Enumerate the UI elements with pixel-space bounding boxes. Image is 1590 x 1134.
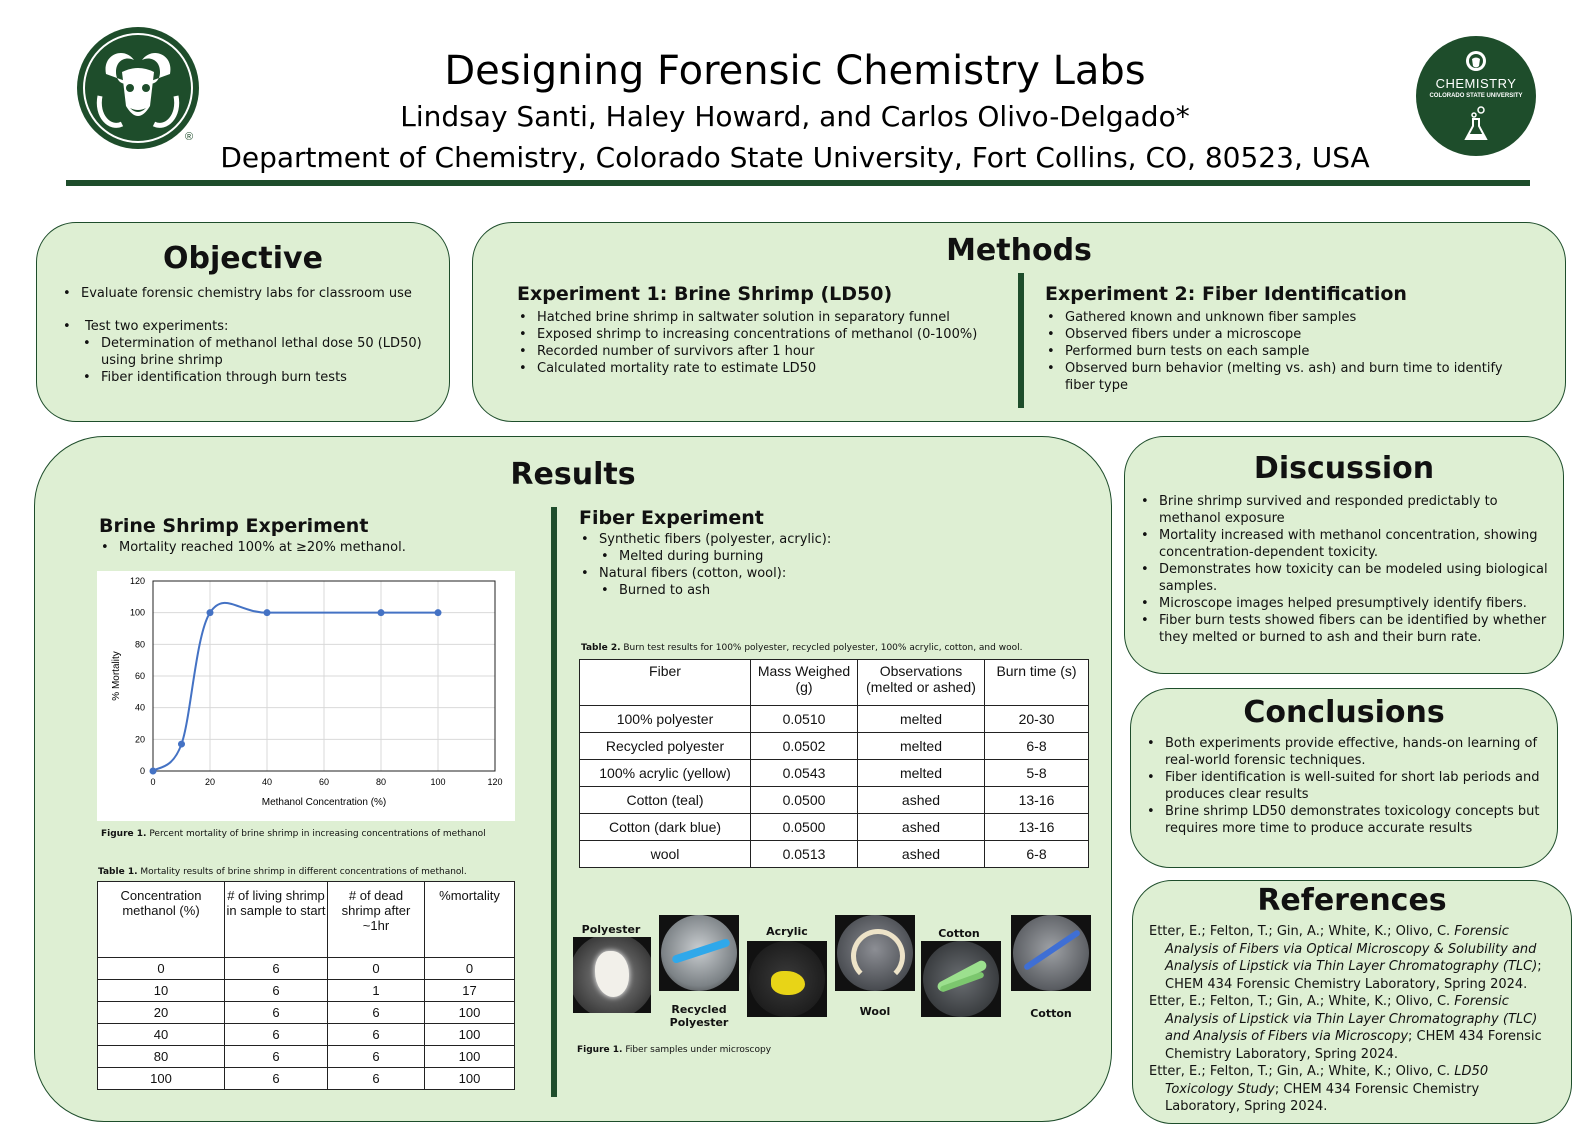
table-row	[98, 958, 515, 980]
list-item: • Performed burn tests on each sample	[1045, 343, 1535, 360]
table-cell: 6	[225, 1046, 328, 1068]
table-cell: 100% polyester	[580, 706, 751, 733]
table-cell: 6-8	[985, 733, 1089, 760]
table-row	[580, 706, 1089, 733]
conclusions-list	[1145, 735, 1545, 837]
logo-chemistry-text: CHEMISTRY	[1435, 76, 1517, 91]
table-row	[98, 1024, 515, 1046]
references-panel	[1132, 880, 1572, 1124]
table-cell: 5-8	[985, 760, 1089, 787]
list-item: • Both experiments provide effective, hands-on learning of real-world forensic techniques.	[1145, 735, 1545, 769]
table-cell: Cotton (dark blue)	[580, 814, 751, 841]
list-item: • Synthetic fibers (polyester, acrylic):	[579, 531, 1059, 548]
references-title: References	[1257, 883, 1447, 918]
poster-authors: Lindsay Santi, Haley Howard, and Carlos Olivo-Delgado*	[400, 100, 1190, 133]
table-cell: 100	[425, 1002, 515, 1024]
acrylic-micrograph	[747, 941, 827, 1017]
table-row	[98, 1002, 515, 1024]
table-cell: 20-30	[985, 706, 1089, 733]
reference-item: Etter, E.; Felton, T.; Gin, A.; White, K.; Olivo, C. Forensic Analysis of Fibers via Optical Microscopy & Solubility and Analysis of Lipstick via Thin Layer Chromatography (TLC); CHEM 434 Forensic Chemistry Laboratory, Spring 2024.	[1149, 924, 1542, 992]
table-cell: Recycled polyester	[580, 733, 751, 760]
x-tick-label: 120	[487, 777, 503, 787]
list-item: • Burned to ash	[579, 582, 1059, 599]
table-cell: 0.0500	[751, 814, 858, 841]
table-header: Observations (melted or ashed)	[858, 660, 985, 706]
table-cell: 13-16	[985, 787, 1089, 814]
series-line	[153, 603, 438, 771]
table1-caption: Table 1. Mortality results of brine shrimp in different concentrations of methanol.	[98, 867, 467, 877]
list-item: • Recorded number of survivors after 1 hour	[517, 343, 987, 360]
table-cell: Cotton (teal)	[580, 787, 751, 814]
table-cell: 0	[98, 958, 225, 980]
data-point	[207, 609, 214, 616]
table-cell: 0.0502	[751, 733, 858, 760]
table-row	[98, 980, 515, 1002]
y-tick-label: 40	[134, 702, 145, 713]
table-cell: 6	[225, 980, 328, 1002]
brine-list	[99, 539, 519, 556]
table-cell: melted	[858, 706, 985, 733]
poster-title: Designing Forensic Chemistry Labs	[444, 48, 1146, 94]
methods-panel	[472, 222, 1566, 422]
table-cell: 20	[98, 1002, 225, 1024]
table-cell: melted	[858, 760, 985, 787]
registered-mark: ®	[185, 131, 194, 143]
table-row	[580, 814, 1089, 841]
results-panel	[34, 436, 1112, 1122]
results-divider	[551, 507, 557, 1097]
table-cell: 6	[328, 1024, 425, 1046]
photo-label-cotton-teal: Cotton	[938, 927, 980, 940]
table-cell: 10	[98, 980, 225, 1002]
fiber-title: Fiber Experiment	[579, 507, 764, 529]
table-cell: 100	[425, 1024, 515, 1046]
table2	[579, 659, 1089, 868]
table-cell: 40	[98, 1024, 225, 1046]
table-cell: 6	[225, 1024, 328, 1046]
table-cell: 0.0513	[751, 841, 858, 868]
objective-list	[61, 285, 431, 386]
data-point	[378, 609, 385, 616]
photo-label-recycled-polyester: Recycled Polyester	[669, 1003, 729, 1029]
list-item: • Mortality reached 100% at ≥20% methanol.	[99, 539, 519, 556]
list-item: • Microscope images helped presumptively identify fibers.	[1139, 595, 1551, 612]
list-item: • Fiber identification is well-suited for short lab periods and produces clear results	[1145, 769, 1545, 803]
methods-divider	[1018, 273, 1024, 408]
methods-title: Methods	[946, 233, 1092, 268]
reference-item: Etter, E.; Felton, T.; Gin, A.; White, K.; Olivo, C. Forensic Analysis of Lipstick via Thin Layer Chromatography (TLC) and Analysis of Fibers via Microscopy; CHEM 434 Forensic Chemistry Laboratory, Spring 2024.	[1149, 994, 1542, 1062]
objective-title: Objective	[163, 241, 323, 276]
x-tick-label: 80	[375, 777, 387, 787]
ram-mini-icon	[1464, 50, 1488, 72]
table-cell: ashed	[858, 814, 985, 841]
chart-svg	[97, 571, 515, 821]
table-row	[580, 733, 1089, 760]
table1	[97, 881, 515, 1090]
x-tick-label: 40	[261, 777, 273, 787]
discussion-panel	[1124, 436, 1564, 674]
list-item: • Calculated mortality rate to estimate LD50	[517, 360, 987, 377]
table-row	[98, 1068, 515, 1090]
objective-panel	[36, 222, 450, 422]
csu-chemistry-logo	[1416, 36, 1536, 156]
table-cell: ashed	[858, 841, 985, 868]
table-cell: 6	[328, 1046, 425, 1068]
table-row	[580, 787, 1089, 814]
list-item: • Demonstrates how toxicity can be modeled using biological samples.	[1139, 561, 1551, 595]
list-item: • Natural fibers (cotton, wool):	[579, 565, 1059, 582]
table-cell: 0.0543	[751, 760, 858, 787]
photo-label-cotton-blue: Cotton	[1030, 1007, 1072, 1020]
table-cell: 100	[98, 1068, 225, 1090]
list-item: • Exposed shrimp to increasing concentrations of methanol (0-100%)	[517, 326, 987, 343]
table-header-row	[98, 882, 515, 958]
list-item: • Evaluate forensic chemistry labs for classroom use	[61, 285, 431, 302]
logo-university-text: COLORADO STATE UNIVERSITY	[1429, 93, 1523, 99]
discussion-list	[1139, 493, 1551, 646]
recycled-polyester-micrograph	[659, 915, 739, 991]
table-cell: melted	[858, 733, 985, 760]
table-header: Concentration methanol (%)	[98, 882, 225, 958]
table-cell: 0.0500	[751, 787, 858, 814]
table-header-row	[580, 660, 1089, 706]
exp1-title: Experiment 1: Brine Shrimp (LD50)	[517, 283, 893, 305]
table-cell: ashed	[858, 787, 985, 814]
reference-item: Etter, E.; Felton, T.; Gin, A.; White, K.; Olivo, C. LD50 Toxicology Study; CHEM 434 Forensic Chemistry Laboratory, Spring 2024.	[1149, 1064, 1489, 1114]
table-header: %mortality	[425, 882, 515, 958]
table-cell: wool	[580, 841, 751, 868]
table-cell: 13-16	[985, 814, 1089, 841]
fiber-photos-caption: Figure 1. Fiber samples under microscopy	[577, 1045, 772, 1055]
data-point	[150, 768, 157, 775]
y-tick-label: 20	[134, 734, 145, 745]
cotton-teal-micrograph	[921, 941, 1001, 1017]
y-tick-label: 100	[129, 607, 145, 618]
cotton-blue-micrograph	[1011, 915, 1091, 991]
data-point	[178, 741, 185, 748]
table-row	[580, 841, 1089, 868]
x-tick-label: 100	[430, 777, 446, 787]
exp1-list	[517, 309, 987, 377]
data-point	[435, 609, 442, 616]
table2-caption: Table 2. Burn test results for 100% polyester, recycled polyester, 100% acrylic, cotton, and wool.	[581, 643, 1023, 653]
table-cell: 0	[425, 958, 515, 980]
table-cell: 6	[225, 958, 328, 980]
list-item: • Hatched brine shrimp in saltwater solution in separatory funnel	[517, 309, 987, 326]
data-point	[264, 609, 271, 616]
x-axis-label: Methanol Concentration (%)	[261, 797, 387, 808]
y-tick-label: 120	[129, 576, 145, 586]
photo-label-polyester: Polyester	[581, 923, 641, 936]
list-item: • Observed fibers under a microscope	[1045, 326, 1535, 343]
header-divider	[66, 180, 1530, 186]
table-header: # of living shrimp in sample to start	[225, 882, 328, 958]
table-header: # of dead shrimp after ~1hr	[328, 882, 425, 958]
exp2-list	[1045, 309, 1535, 394]
conclusions-panel	[1130, 688, 1558, 868]
list-item: • Determination of methanol lethal dose 50 (LD50) using brine shrimp	[61, 335, 431, 369]
photo-label-acrylic: Acrylic	[766, 925, 808, 938]
list-item: • Fiber burn tests showed fibers can be identified by whether they melted or burned to ash and their burn rate.	[1139, 612, 1551, 646]
table-cell: 6-8	[985, 841, 1089, 868]
table-cell: 6	[225, 1002, 328, 1024]
exp2-title: Experiment 2: Fiber Identification	[1045, 283, 1407, 305]
list-item: • Melted during burning	[579, 548, 1059, 565]
list-item: • Observed burn behavior (melting vs. ash) and burn time to identify fiber type	[1045, 360, 1535, 394]
list-item: • Brine shrimp survived and responded predictably to methanol exposure	[1139, 493, 1551, 527]
x-tick-label: 0	[150, 777, 156, 787]
poster-affiliation: Department of Chemistry, Colorado State University, Fort Collins, CO, 80523, USA	[220, 141, 1370, 174]
table-cell: 100	[425, 1068, 515, 1090]
photo-label-wool: Wool	[859, 1005, 891, 1018]
x-tick-label: 60	[318, 777, 330, 787]
results-title: Results	[510, 457, 636, 492]
table-cell: 17	[425, 980, 515, 1002]
table-cell: 6	[225, 1068, 328, 1090]
y-axis-label: % Mortality	[111, 651, 122, 701]
table-row	[580, 760, 1089, 787]
table-header: Fiber	[580, 660, 751, 706]
table-header: Burn time (s)	[985, 660, 1089, 706]
table-cell: 6	[328, 1002, 425, 1024]
figure1-caption: Figure 1. Percent mortality of brine shrimp in increasing concentrations of methanol	[101, 829, 486, 839]
references-list	[1149, 923, 1557, 1116]
y-tick-label: 60	[134, 671, 145, 681]
brine-title: Brine Shrimp Experiment	[99, 515, 369, 537]
table-cell: 6	[328, 1068, 425, 1090]
table-cell: 100	[425, 1046, 515, 1068]
x-tick-label: 20	[204, 777, 216, 787]
list-item: • Fiber identification through burn tests	[61, 369, 431, 386]
table-cell: 100% acrylic (yellow)	[580, 760, 751, 787]
fiber-list	[579, 531, 1059, 599]
table-cell: 1	[328, 980, 425, 1002]
polyester-micrograph	[573, 937, 651, 1013]
list-item: • Brine shrimp LD50 demonstrates toxicology concepts but requires more time to produce accurate results	[1145, 803, 1545, 837]
flask-icon	[1463, 106, 1489, 142]
table-cell: 0.0510	[751, 706, 858, 733]
y-tick-label: 80	[134, 639, 145, 650]
list-item: • Gathered known and unknown fiber samples	[1045, 309, 1535, 326]
table-cell: 80	[98, 1046, 225, 1068]
y-tick-label: 0	[139, 766, 145, 776]
wool-micrograph	[835, 915, 915, 991]
conclusions-title: Conclusions	[1243, 695, 1445, 730]
list-item: • Test two experiments:	[61, 318, 431, 335]
table-header: Mass Weighed (g)	[751, 660, 858, 706]
list-item: • Mortality increased with methanol concentration, showing concentration-dependent toxicity.	[1139, 527, 1551, 561]
mortality-chart	[97, 571, 515, 821]
table-row	[98, 1046, 515, 1068]
table-cell: 0	[328, 958, 425, 980]
discussion-title: Discussion	[1253, 451, 1435, 486]
